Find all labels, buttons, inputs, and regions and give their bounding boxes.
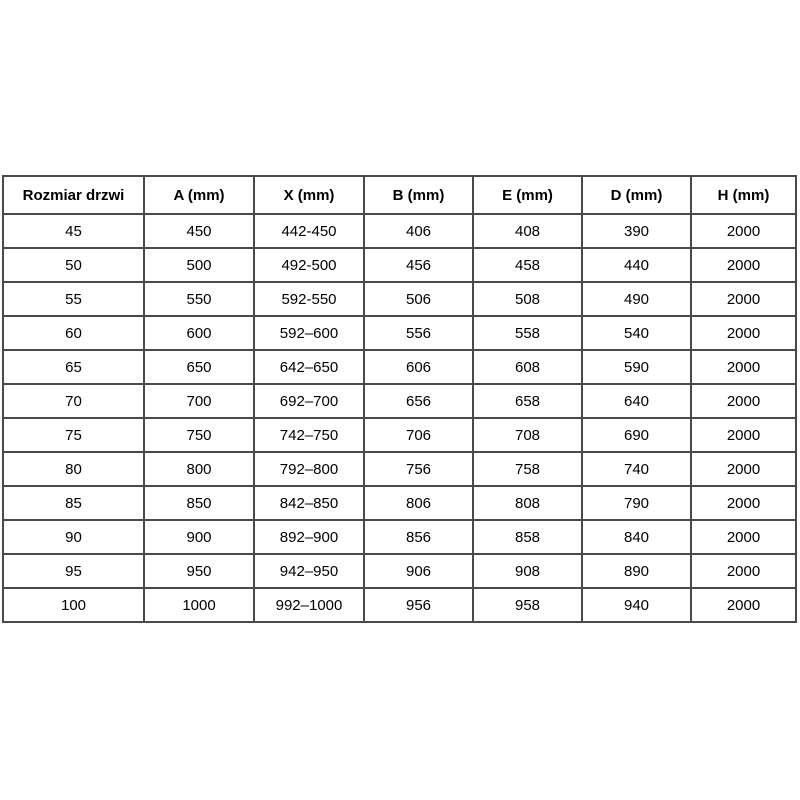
table-cell: 80 <box>3 452 144 486</box>
table-row <box>3 350 796 384</box>
table-cell: 958 <box>473 588 582 622</box>
table-cell: 600 <box>144 316 254 350</box>
table-cell: 690 <box>582 418 691 452</box>
table-cell: 550 <box>144 282 254 316</box>
table-cell: 856 <box>364 520 473 554</box>
table-cell: 942–950 <box>254 554 364 588</box>
table-cell: 590 <box>582 350 691 384</box>
table-cell: 592-550 <box>254 282 364 316</box>
table-cell: 558 <box>473 316 582 350</box>
table-cell: 70 <box>3 384 144 418</box>
table-cell: 842–850 <box>254 486 364 520</box>
table-cell: 792–800 <box>254 452 364 486</box>
table-cell: 556 <box>364 316 473 350</box>
table-cell: 800 <box>144 452 254 486</box>
table-cell: 650 <box>144 350 254 384</box>
column-header-5: D (mm) <box>582 176 691 214</box>
table-cell: 450 <box>144 214 254 248</box>
table-cell: 540 <box>582 316 691 350</box>
table-cell: 442-450 <box>254 214 364 248</box>
table-cell: 50 <box>3 248 144 282</box>
table-cell: 458 <box>473 248 582 282</box>
table-cell: 440 <box>582 248 691 282</box>
table-cell: 2000 <box>691 418 796 452</box>
table-cell: 850 <box>144 486 254 520</box>
table-cell: 656 <box>364 384 473 418</box>
table-row <box>3 316 796 350</box>
table-cell: 740 <box>582 452 691 486</box>
table-row <box>3 588 796 622</box>
table-cell: 2000 <box>691 554 796 588</box>
table-cell: 756 <box>364 452 473 486</box>
table-cell: 606 <box>364 350 473 384</box>
table-cell: 2000 <box>691 452 796 486</box>
column-header-3: B (mm) <box>364 176 473 214</box>
table-cell: 790 <box>582 486 691 520</box>
table-row <box>3 214 796 248</box>
table-cell: 95 <box>3 554 144 588</box>
table-row <box>3 520 796 554</box>
table-cell: 758 <box>473 452 582 486</box>
table-cell: 950 <box>144 554 254 588</box>
table-cell: 640 <box>582 384 691 418</box>
table-cell: 2000 <box>691 384 796 418</box>
table-cell: 2000 <box>691 486 796 520</box>
table-row <box>3 248 796 282</box>
table-cell: 75 <box>3 418 144 452</box>
table-cell: 956 <box>364 588 473 622</box>
table-cell: 45 <box>3 214 144 248</box>
table-row <box>3 282 796 316</box>
table-body <box>3 214 796 622</box>
table-cell: 2000 <box>691 588 796 622</box>
table-cell: 490 <box>582 282 691 316</box>
column-header-2: X (mm) <box>254 176 364 214</box>
table-cell: 90 <box>3 520 144 554</box>
table-cell: 2000 <box>691 248 796 282</box>
table-cell: 592–600 <box>254 316 364 350</box>
table-row <box>3 554 796 588</box>
table-cell: 408 <box>473 214 582 248</box>
table-cell: 456 <box>364 248 473 282</box>
column-header-6: H (mm) <box>691 176 796 214</box>
table-cell: 742–750 <box>254 418 364 452</box>
table-cell: 2000 <box>691 520 796 554</box>
table-row <box>3 384 796 418</box>
column-header-0: Rozmiar drzwi <box>3 176 144 214</box>
table-cell: 2000 <box>691 316 796 350</box>
table-cell: 808 <box>473 486 582 520</box>
table-row <box>3 486 796 520</box>
door-size-table-container <box>2 175 795 623</box>
column-header-1: A (mm) <box>144 176 254 214</box>
table-cell: 908 <box>473 554 582 588</box>
table-cell: 658 <box>473 384 582 418</box>
table-cell: 608 <box>473 350 582 384</box>
table-cell: 2000 <box>691 350 796 384</box>
table-cell: 642–650 <box>254 350 364 384</box>
column-header-4: E (mm) <box>473 176 582 214</box>
table-cell: 508 <box>473 282 582 316</box>
table-cell: 906 <box>364 554 473 588</box>
table-cell: 500 <box>144 248 254 282</box>
table-cell: 750 <box>144 418 254 452</box>
table-cell: 55 <box>3 282 144 316</box>
table-cell: 85 <box>3 486 144 520</box>
table-cell: 100 <box>3 588 144 622</box>
table-cell: 992–1000 <box>254 588 364 622</box>
table-cell: 806 <box>364 486 473 520</box>
door-size-table <box>2 175 797 623</box>
table-cell: 390 <box>582 214 691 248</box>
table-cell: 700 <box>144 384 254 418</box>
table-cell: 900 <box>144 520 254 554</box>
table-cell: 1000 <box>144 588 254 622</box>
table-row <box>3 452 796 486</box>
table-cell: 892–900 <box>254 520 364 554</box>
table-cell: 692–700 <box>254 384 364 418</box>
table-cell: 890 <box>582 554 691 588</box>
table-cell: 858 <box>473 520 582 554</box>
table-cell: 506 <box>364 282 473 316</box>
table-cell: 2000 <box>691 282 796 316</box>
table-cell: 65 <box>3 350 144 384</box>
table-row <box>3 418 796 452</box>
table-cell: 492-500 <box>254 248 364 282</box>
table-cell: 2000 <box>691 214 796 248</box>
table-cell: 840 <box>582 520 691 554</box>
table-cell: 706 <box>364 418 473 452</box>
table-cell: 60 <box>3 316 144 350</box>
table-cell: 708 <box>473 418 582 452</box>
table-cell: 940 <box>582 588 691 622</box>
table-header-row <box>3 176 796 214</box>
table-cell: 406 <box>364 214 473 248</box>
